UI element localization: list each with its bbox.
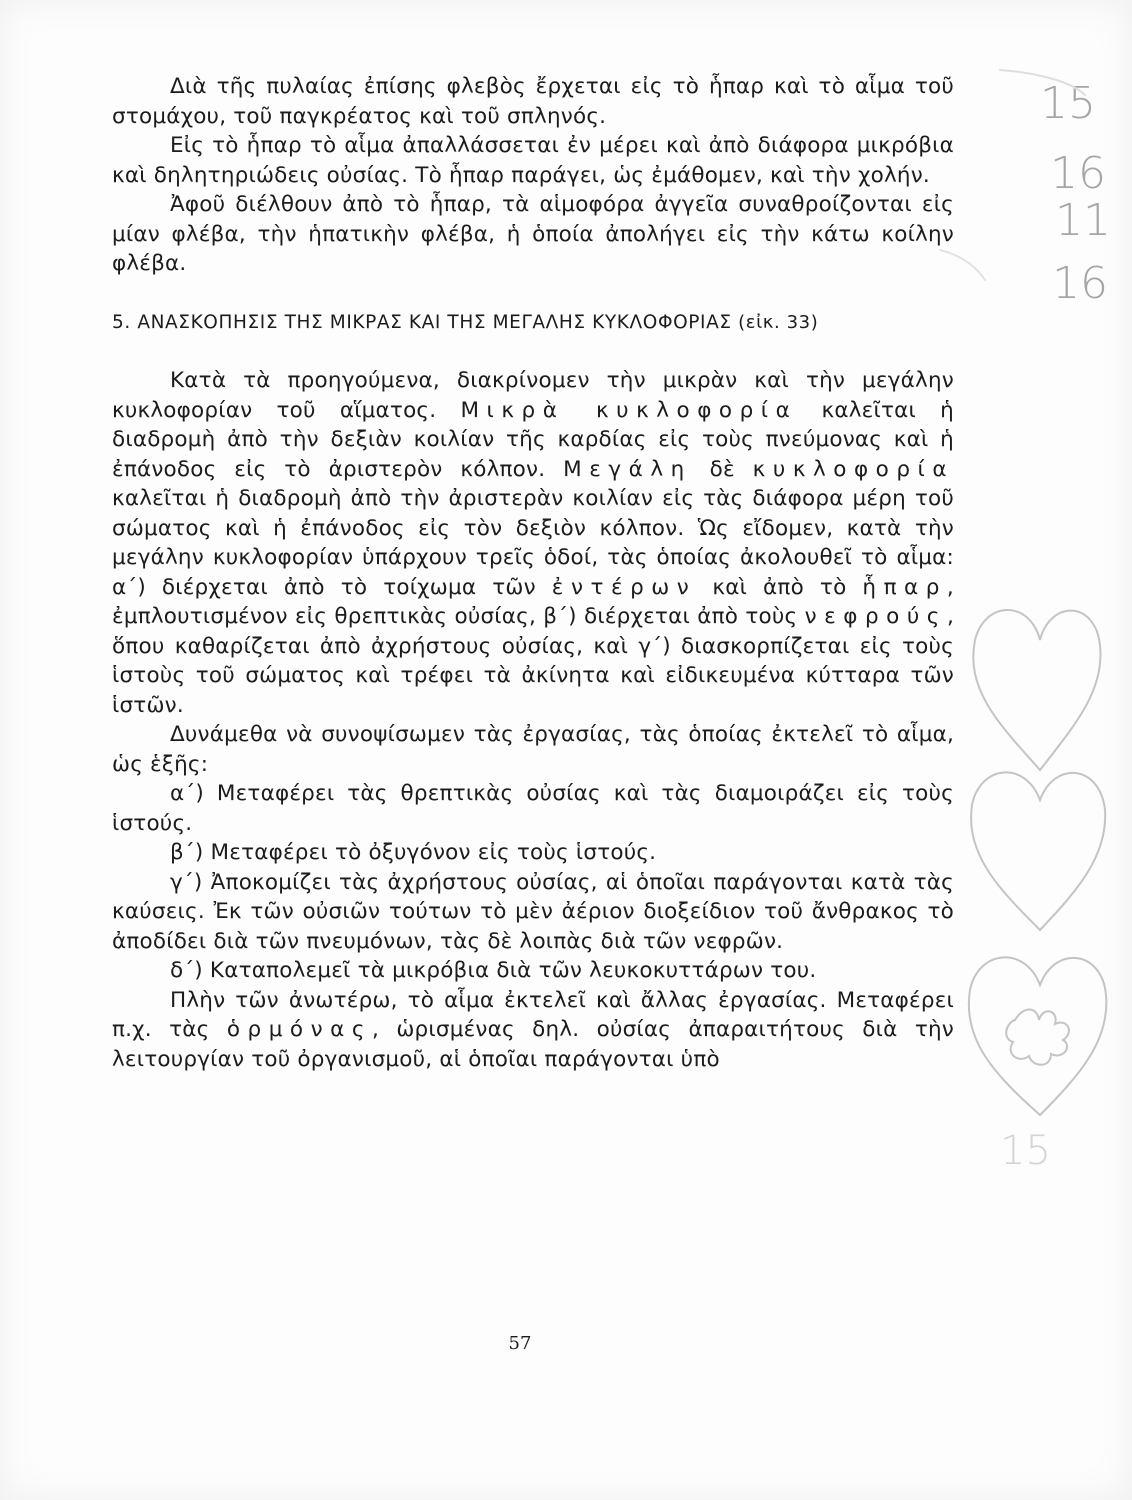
- p4-text-i: καὶ ἀπὸ τὸ: [712, 574, 847, 600]
- term-hormones: ὁρμόνας: [226, 1017, 372, 1042]
- paragraph-liver-filter: Εἰς τὸ ἧπαρ τὸ αἷμα ἀπαλλάσσεται ἐν μέρει καὶ ἀπὸ διάφορα μικρόβια καὶ δηλητηριώδεις οὐσίας. Τὸ ἧπαρ παράγει, ὡς ἐμάθομεν, καὶ τὴν χολήν.: [112, 133, 954, 188]
- pencil-note-3: 11: [1055, 195, 1111, 246]
- list-item-delta: δ΄) Καταπολεμεῖ τὰ μικρόβια διὰ τῶν λευκοκυττάρων του.: [170, 958, 817, 983]
- section-heading-figure-ref: (εἰκ. 33): [738, 311, 819, 333]
- p4-text-g: καλεῖται ἡ διαδρομὴ ἀπὸ τὴν ἀριστερὰν κοιλίαν εἰς τὰς διάφορα μέρη τοῦ σώματος καὶ ἡ ἐπάνοδος εἰς τὸν δεξιὸν κόλπον. Ὡς εἴδομεν, κατὰ τὴν μεγάλην κυκλοφορίαν ὑπάρχουν τρεῖς ὁδοί, τὰς ὁποίας ἀκολουθεῖ τὸ αἷμα: α΄) διέρχεται ἀπὸ τὸ τοίχωμα τῶν: [112, 486, 954, 600]
- p4-text-k: , ἐμπλουτισμένον εἰς θρεπτικὰς οὐσίας, β΄) διέρχεται ἀπὸ τοὺς: [112, 574, 954, 629]
- pencil-stroke-top: [1000, 70, 1085, 95]
- book-page-text: [112, 72, 954, 1074]
- paragraph-summary-intro: Δυνάμεθα νὰ συνοψίσωμεν τὰς ἐργασίας, τὰς ὁποίας ἐκτελεῖ τὸ αἷμα, ὡς ἑξῆς:: [112, 722, 954, 777]
- paragraph-circulation: [112, 366, 954, 720]
- list-item-gamma: γ΄) Ἀποκομίζει τὰς ἀχρήστους οὐσίας, αἱ ὁποῖαι παράγονται κατὰ τὰς καύσεις. Ἐκ τῶν οὐσιῶν τούτων τὸ μὲν ἀέριον διοξείδιον τοῦ ἄνθρακος τὸ ἀποδίδει διὰ τῶν πνευμόνων, τὰς δὲ λοιπὰς διὰ τῶν νεφρῶν.: [112, 869, 954, 954]
- heart-doodle-icon-3: [969, 957, 1107, 1115]
- list-item-beta: β΄) Μεταφέρει τὸ ὀξυγόνον εἰς τοὺς ἱστούς.: [170, 840, 657, 865]
- p10-text-a: Πλὴν τῶν ἀνωτέρω, τὸ αἷμα ἐκτελεῖ καὶ ἄλλας ἐργασίας. Μεταφέρει π.χ. τὰς: [112, 987, 954, 1042]
- pencil-note-2: 16: [1050, 148, 1106, 199]
- page-number: 57: [508, 1333, 532, 1354]
- term-kidneys: νεφρούς: [804, 604, 947, 629]
- heart-doodle-icon-2: [971, 772, 1105, 930]
- paragraph-other-functions: [112, 986, 954, 1075]
- pencil-note-4: 16: [1052, 258, 1108, 309]
- scribble-doodle-icon: [1006, 1010, 1069, 1065]
- pencil-note-1: 15: [1040, 78, 1096, 129]
- pencil-note-5: 15: [1000, 1128, 1051, 1174]
- p4-text-a: Κατὰ τὰ προηγούμενα, διακρίνομεν τὴν μικρὰν καὶ τὴν μεγάλην κυκλοφορίαν τοῦ αἵματος.: [112, 368, 954, 423]
- p4-text-m: , ὅπου καθαρίζεται ἀπὸ ἀχρήστους οὐσίας, καὶ γ΄) διασκορπίζεται εἰς τοὺς ἱστοὺς τοῦ σώματος καὶ τρέφει τὰ ἀκίνητα καὶ εἰδικευμένα κύτταρα τῶν ἱστῶν.: [112, 604, 954, 718]
- term-circulation: κυκλοφορία: [752, 456, 955, 482]
- list-item-alpha: α΄) Μεταφέρει τὰς θρεπτικὰς οὐσίας καὶ τὰς διαμοιράζει εἰς τοὺς ἱστούς.: [112, 781, 954, 836]
- term-small-circulation: Μικρὰ κυκλοφορία: [460, 397, 798, 423]
- term-liver: ἧπαρ: [862, 574, 947, 600]
- heart-doodle-icon-1: [973, 610, 1100, 770]
- paragraph-portal-vein: Διὰ τῆς πυλαίας ἐπίσης φλεβὸς ἔρχεται εἰς τὸ ἧπαρ καὶ τὸ αἷμα τοῦ στομάχου, τοῦ παγκρέατος καὶ τοῦ σπληνός.: [112, 74, 954, 129]
- section-heading-title: 5. ΑΝΑΣΚΟΠΗΣΙΣ ΤΗΣ ΜΙΚΡΑΣ ΚΑΙ ΤΗΣ ΜΕΓΑΛΗΣ ΚΥΚΛΟΦΟΡΙΑΣ: [112, 311, 732, 333]
- p4-text-e: δὲ: [709, 456, 735, 482]
- term-large: Μεγάλη: [563, 456, 692, 482]
- section-heading: [112, 308, 954, 338]
- term-intestines: ἐντέρων: [551, 574, 697, 600]
- p4-text-c: καλεῖται ἡ διαδρομὴ ἀπὸ τὴν δεξιὰν κοιλίαν τῆς καρδίας εἰς τοὺς πνεύμονας καὶ ἡ ἐπάνοδος εἰς τὸ ἀριστερὸν κόλπον.: [112, 397, 954, 482]
- p10-text-c: , ὡρισμένας δηλ. οὐσίας ἀπαραιτήτους διὰ τὴν λειτουργίαν τοῦ ὀργανισμοῦ, αἱ ὁποῖαι παράγονται ὑπὸ: [112, 1017, 955, 1072]
- paragraph-hepatic-vein: Ἀφοῦ διέλθουν ἀπὸ τὸ ἧπαρ, τὰ αἱμοφόρα ἀγγεῖα συναθροίζονται εἰς μίαν φλέβα, τὴν ἡπατικὴν φλέβα, ἡ ὁποία ἀπολήγει εἰς τὴν κάτω κοίλην φλέβα.: [112, 192, 954, 276]
